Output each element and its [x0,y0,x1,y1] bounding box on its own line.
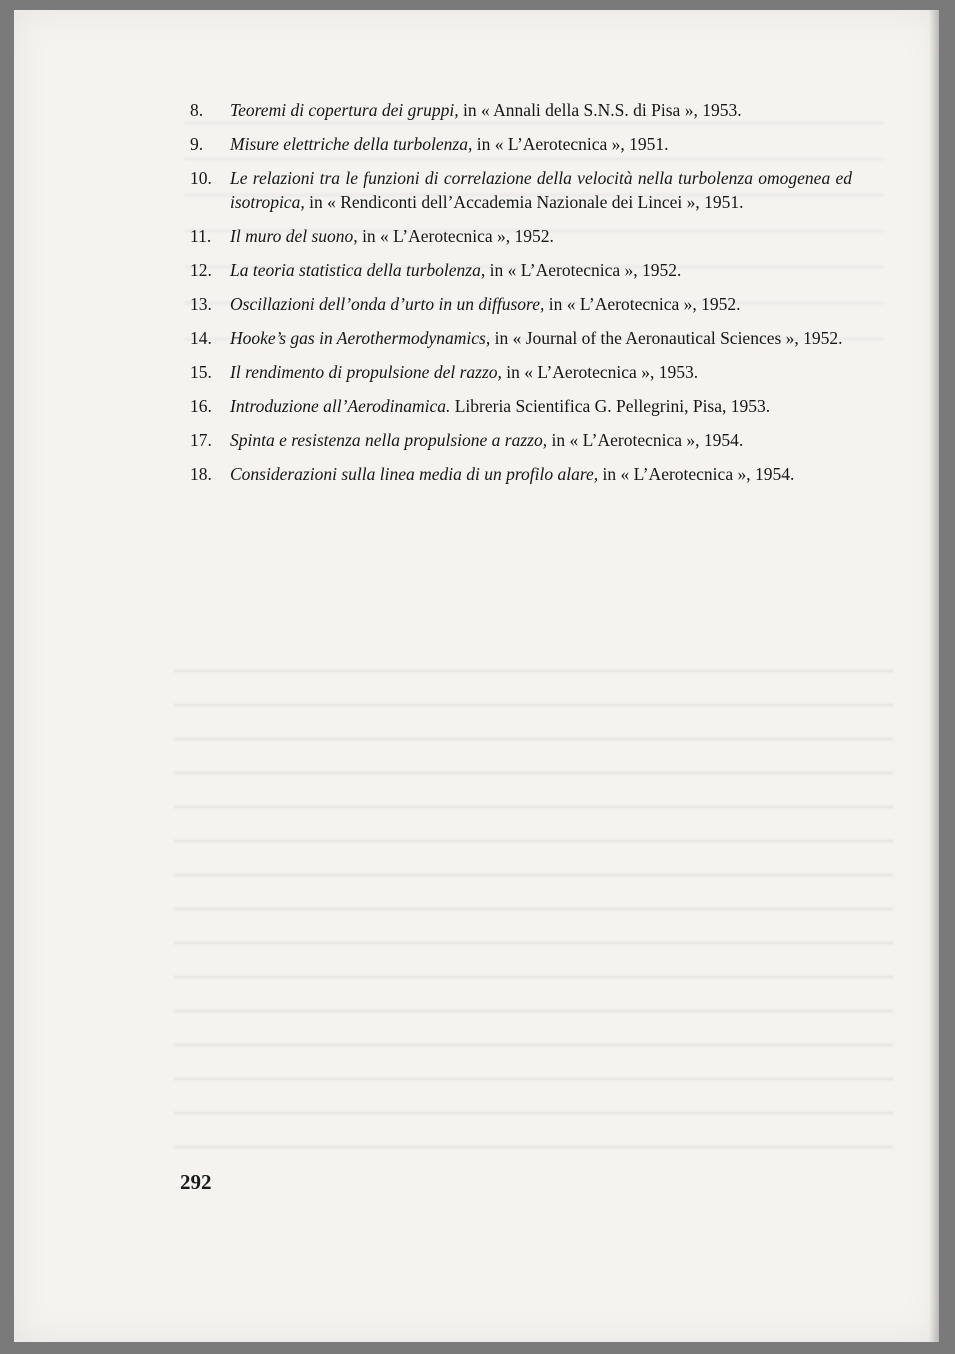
entry-publication: in « L’Aerotecnica », 1953. [501,362,699,382]
entry-publication: in « L’Aerotecnica », 1952. [485,260,682,280]
entry-publication: in « L’Aerotecnica », 1954. [598,464,795,484]
bibliography-entry [190,326,852,350]
entry-publication: in « L’Aerotecnica », 1951. [472,134,669,154]
entry-title: Il muro del suono, [230,226,358,246]
entry-number: 10. [190,168,212,188]
entry-title: Misure elettriche della turbolenza, [230,134,473,154]
bibliography-entry [190,360,852,384]
entry-title: Considerazioni sulla linea media di un profilo alare, [230,464,599,484]
entry-publication: Libreria Scientifica G. Pellegrini, Pisa, 1953. [450,396,771,416]
bibliography-entry [190,394,852,418]
bibliography-entry [190,428,852,452]
entry-publication: in « Annali della S.N.S. di Pisa », 1953. [458,100,742,120]
show-through-text-bottom [174,650,894,1150]
entry-title: Introduzione all’Aerodinamica. [230,396,451,416]
bibliography-entry [190,258,852,282]
entry-number: 14. [190,328,212,348]
entry-publication: in « Rendiconti dell’Accademia Nazionale dei Lincei », 1951. [304,192,744,212]
entry-number: 13. [190,294,212,314]
entry-number: 15. [190,362,212,382]
entry-number: 12. [190,260,212,280]
entry-title: Hooke’s gas in Aerothermodynamics, [230,328,491,348]
entry-number: 16. [190,396,212,416]
entry-number: 11. [190,226,212,246]
entry-number: 9. [190,134,204,154]
bibliography-entry [190,166,852,214]
entry-publication: in « Journal of the Aeronautical Sciences », 1952. [490,328,843,348]
entry-publication: in « L’Aerotecnica », 1952. [544,294,741,314]
bibliography-entry [190,98,852,122]
entry-title: Il rendimento di propulsione del razzo, [230,362,502,382]
bibliography-entry [190,462,852,486]
bibliography-entry [190,292,852,316]
entry-number: 18. [190,464,212,484]
entry-number: 17. [190,430,212,450]
bibliography-entry [190,132,852,156]
bibliography-entry [190,224,852,248]
bibliography-list [190,98,852,496]
page-edge-shadow [929,10,939,1342]
entry-number: 8. [190,100,204,120]
entry-title: Le relazioni tra le funzioni di correlazione della velocità nella turbolenza omogenea ed isotropica, [230,168,852,212]
entry-publication: in « L’Aerotecnica », 1952. [357,226,554,246]
entry-title: La teoria statistica della turbolenza, [230,260,486,280]
entry-publication: in « L’Aerotecnica », 1954. [547,430,744,450]
entry-title: Teoremi di copertura dei gruppi, [230,100,459,120]
page-number: 292 [180,1170,212,1194]
entry-title: Oscillazioni dell’onda d’urto in un diffusore, [230,294,545,314]
entry-title: Spinta e resistenza nella propulsione a razzo, [230,430,548,450]
